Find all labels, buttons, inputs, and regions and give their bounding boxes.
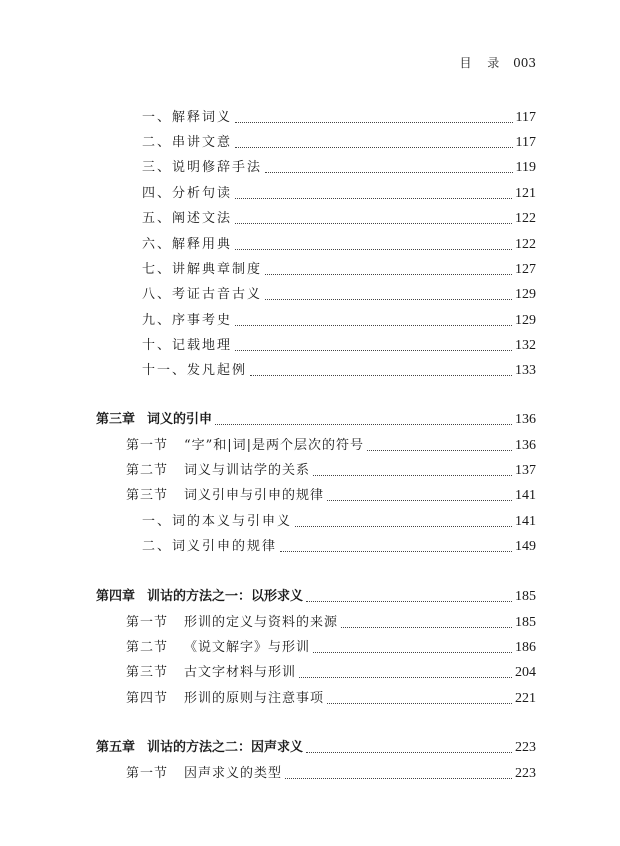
dot-leader: [295, 525, 512, 527]
toc-page-number: 186: [515, 640, 536, 655]
toc-entry-text: 词义引申与引申的规律: [184, 488, 325, 503]
toc-entry-text: 训诂的方法之一：以形求义: [147, 589, 304, 604]
toc-entry-label: 第四章: [96, 589, 136, 604]
dot-leader: [235, 121, 513, 123]
dot-leader: [215, 423, 512, 425]
toc-entry-title: [142, 184, 232, 204]
dot-leader: [235, 222, 512, 224]
toc-entry-text: 三、说明修辞手法: [142, 160, 263, 175]
toc-entry-text: 六、解释用典: [142, 237, 233, 252]
toc-entry-text: 形训的原则与注意事项: [184, 691, 325, 706]
toc-page-number: 119: [515, 160, 536, 175]
toc-entry-title: [142, 361, 247, 381]
toc-entry-title: [142, 336, 232, 356]
toc-entry-text: 词义与训诂学的关系: [184, 463, 311, 478]
toc-section-row: [126, 613, 536, 633]
toc-page-number: 132: [515, 338, 536, 353]
toc-item-row: [142, 311, 536, 331]
toc-item-row: [142, 133, 536, 153]
toc-section-row: [126, 461, 536, 481]
toc-section-row: [126, 663, 536, 683]
toc-entry-title: [126, 436, 364, 456]
toc-chapter-row: [96, 587, 536, 607]
toc-entry-title: [142, 512, 292, 532]
toc-page-number: 141: [515, 514, 536, 529]
dot-leader: [265, 273, 512, 275]
toc-page-number: 149: [515, 539, 536, 554]
toc-entry-text: 形训的定义与资料的来源: [184, 615, 339, 630]
toc-entry-label: 第一节: [126, 438, 169, 453]
dot-leader: [313, 474, 512, 476]
toc-page-number: 127: [515, 262, 536, 277]
toc-item-row: [142, 361, 536, 381]
toc-entry-text: 十、记载地理: [142, 338, 233, 353]
toc-entry-text: 四、分析句读: [142, 186, 233, 201]
toc-entry-label: 第三节: [126, 665, 169, 680]
dot-leader: [235, 349, 512, 351]
toc-page-number: 223: [515, 740, 536, 755]
toc-page-number: 117: [515, 110, 536, 125]
toc-chapter-row: [96, 410, 536, 430]
toc-entry-label: 第二节: [126, 463, 169, 478]
toc-chapter-row: [96, 738, 536, 758]
dot-leader: [235, 324, 512, 326]
dot-leader: [327, 499, 512, 501]
dot-leader: [265, 298, 512, 300]
toc-entry-title: [142, 108, 232, 128]
toc-entry-title: [126, 638, 310, 658]
toc-entry-title: [96, 587, 303, 607]
toc-entry-label: 第五章: [96, 740, 136, 755]
toc-entry-title: [126, 764, 282, 784]
dot-leader: [299, 676, 512, 678]
toc-entry-text: 九、序事考史: [142, 313, 233, 328]
toc-entry-text: 二、词义引申的规律: [142, 539, 278, 554]
dot-leader: [306, 600, 512, 602]
toc-section-row: [126, 638, 536, 658]
toc-entry-text: 二、串讲文意: [142, 135, 233, 150]
dot-leader: [341, 626, 512, 628]
toc-entry-text: 八、考证古音古义: [142, 287, 263, 302]
toc-item-row: [142, 158, 536, 178]
toc-page-number: 122: [515, 237, 536, 252]
toc-entry-text: 古文字材料与形训: [184, 665, 297, 680]
toc-page-number: 117: [515, 135, 536, 150]
toc-page-number: 221: [515, 691, 536, 706]
toc-entry-title: [96, 738, 303, 758]
running-head-page-number: 003: [513, 56, 536, 70]
toc-entry-title: [126, 486, 324, 506]
toc-entry-text: 《说文解字》与形训: [184, 640, 311, 655]
running-head: [459, 54, 536, 71]
dot-leader: [313, 651, 512, 653]
toc-page-number: 137: [515, 463, 536, 478]
toc-page-number: 136: [515, 412, 536, 427]
toc-page-number: 129: [515, 287, 536, 302]
toc-entry-title: [142, 133, 232, 153]
toc-item-row: [142, 209, 536, 229]
dot-leader: [327, 702, 512, 704]
toc-entry-title: [126, 461, 310, 481]
toc-entry-title: [96, 410, 212, 430]
toc-page-number: 122: [515, 211, 536, 226]
toc-entry-label: 第一节: [126, 615, 169, 630]
dot-leader: [265, 171, 513, 173]
dot-leader: [235, 248, 512, 250]
dot-leader: [367, 449, 512, 451]
toc-entry-title: [142, 537, 277, 557]
toc-entry-text: 十一、发凡起例: [142, 363, 248, 378]
toc-entry-title: [142, 285, 262, 305]
toc-entry-title: [142, 158, 262, 178]
toc-item-row: [142, 285, 536, 305]
toc-page-number: 121: [515, 186, 536, 201]
toc-page-number: 185: [515, 589, 536, 604]
toc-entry-text: 训诂的方法之二：因声求义: [147, 740, 304, 755]
toc-entry-text: 词义的引申: [147, 412, 213, 427]
dot-leader: [235, 197, 512, 199]
toc-entry-text: 一、解释词义: [142, 110, 233, 125]
toc-page-number: 204: [515, 665, 536, 680]
toc-entry-title: [126, 689, 324, 709]
toc-page-number: 141: [515, 488, 536, 503]
toc-entry-title: [126, 613, 338, 633]
toc-item-row: [142, 108, 536, 128]
toc-entry-label: 第一节: [126, 766, 169, 781]
toc-page-number: 136: [515, 438, 536, 453]
toc-entry-label: 第三节: [126, 488, 169, 503]
toc-entry-title: [142, 209, 232, 229]
toc-entry-text: “字”和|词|是两个层次的符号: [184, 438, 365, 453]
toc-entry-label: 第二节: [126, 640, 169, 655]
toc-page-number: 223: [515, 766, 536, 781]
dot-leader: [285, 777, 512, 779]
toc-page-number: 129: [515, 313, 536, 328]
toc-item-row: [142, 336, 536, 356]
toc-item-row: [142, 235, 536, 255]
toc-entry-text: 因声求义的类型: [184, 766, 283, 781]
toc-entry-text: 七、讲解典章制度: [142, 262, 263, 277]
toc-section-row: [126, 486, 536, 506]
toc-item-row: [142, 260, 536, 280]
toc-item-row: [142, 184, 536, 204]
toc-section-row: [126, 764, 536, 784]
toc-entry-label: 第四节: [126, 691, 169, 706]
toc-entry-title: [142, 235, 232, 255]
toc-entry-title: [126, 663, 296, 683]
toc-item-row: [142, 512, 536, 532]
dot-leader: [280, 550, 512, 552]
dot-leader: [250, 374, 512, 376]
toc-entry-title: [142, 260, 262, 280]
toc-section-row: [126, 436, 536, 456]
toc-page-number: 133: [515, 363, 536, 378]
toc-entry-text: 一、词的本义与引申义: [142, 514, 293, 529]
toc-entry-text: 五、阐述文法: [142, 211, 233, 226]
toc-section-row: [126, 689, 536, 709]
toc-entry-title: [142, 311, 232, 331]
toc-item-row: [142, 537, 536, 557]
dot-leader: [235, 146, 513, 148]
toc-page-number: 185: [515, 615, 536, 630]
dot-leader: [306, 751, 512, 753]
running-head-title: 目 录: [459, 56, 506, 70]
toc-entry-label: 第三章: [96, 412, 136, 427]
